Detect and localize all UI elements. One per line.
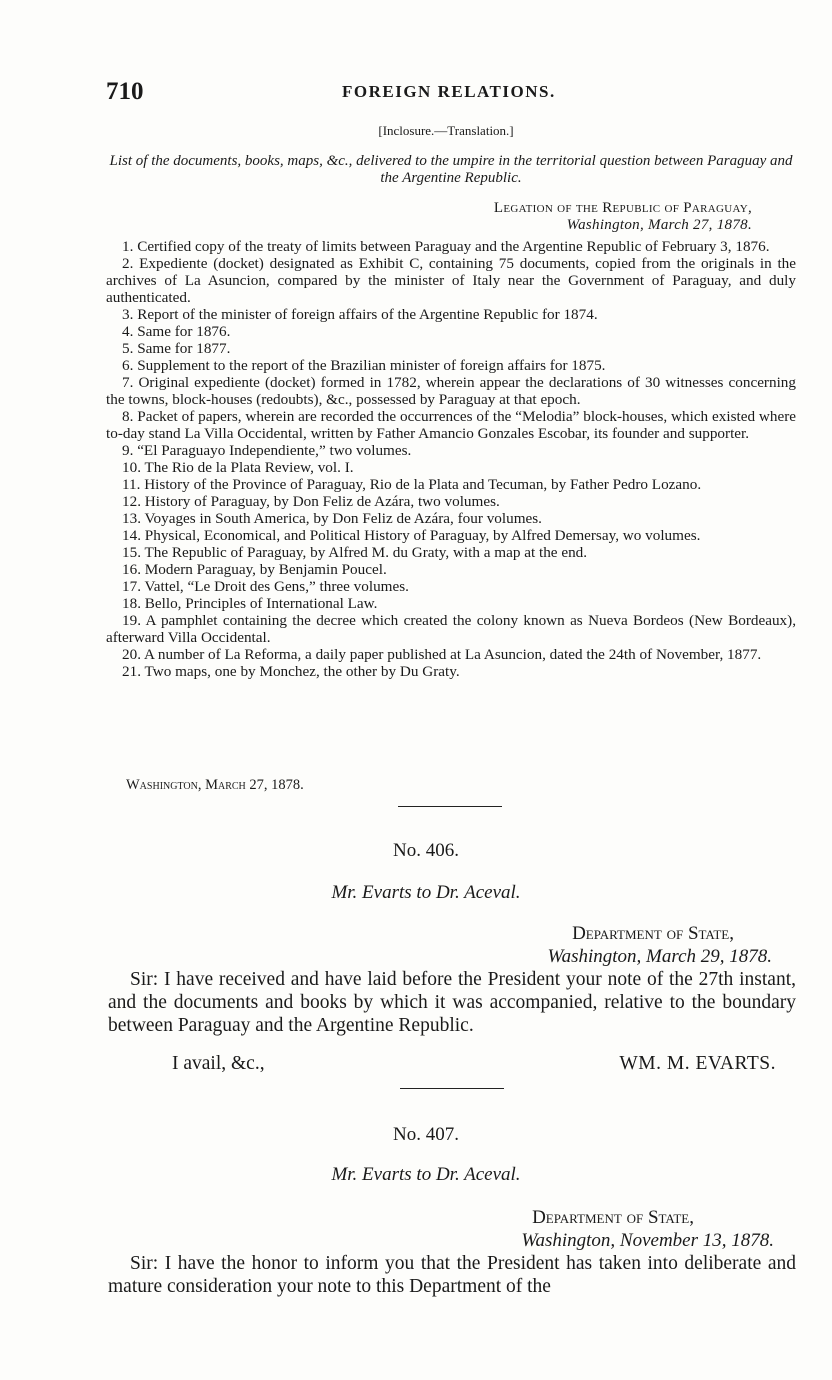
letter-signature: WM. M. EVARTS. — [619, 1053, 776, 1074]
list-dateline: Washington, March 27, 1878. — [126, 777, 304, 793]
list-item: 15. The Republic of Paraguay, by Alfred M. du Graty, with a map at the end. — [122, 544, 588, 561]
page-header — [106, 78, 796, 108]
list-item: 9. “El Paraguayo Independiente,” two volumes. — [122, 442, 412, 459]
letter-body-407: Sir: I have the honor to inform you that the President has taken into deliberate and mature consideration your note to this Department of the — [108, 1253, 796, 1297]
list-item: 17. Vattel, “Le Droit des Gens,” three volumes. — [122, 578, 409, 595]
section-divider — [400, 1088, 504, 1089]
document-title: List of the documents, books, maps, &c., delivered to the umpire in the territorial question between Paraguay and the Argentine Republic. — [109, 153, 793, 186]
list-item: 18. Bello, Principles of International Law. — [122, 595, 378, 612]
list-item: 6. Supplement to the report of the Brazilian minister of foreign affairs for 1875. — [122, 357, 606, 374]
list-item: 11. History of the Province of Paraguay, Rio de la Plata and Tecuman, by Father Pedro Lozano. — [122, 476, 702, 493]
department-date: Washington, November 13, 1878. — [521, 1230, 774, 1251]
dept-signature-block-407 — [521, 1206, 774, 1252]
list-item: 21. Two maps, one by Monchez, the other by Du Graty. — [122, 663, 460, 680]
list-item: 1. Certified copy of the treaty of limits between Paraguay and the Argentine Republic of February 3, 1876. — [122, 238, 770, 255]
document-number-407: No. 407. — [393, 1124, 459, 1145]
list-item: 20. A number of La Reforma, a daily paper published at La Asuncion, dated the 24th of November, 1877. — [122, 646, 762, 663]
list-item: 12. History of Paraguay, by Don Feliz de Azára, two volumes. — [122, 493, 500, 510]
department-date: Washington, March 29, 1878. — [547, 946, 772, 967]
department-name: Department of State, — [572, 923, 734, 944]
letter-body-406: Sir: I have received and have laid before the President your note of the 27th instant, and the documents and books by which it was accompanied, relative to the boundary between Paraguay and the Argentine Republic. — [108, 969, 796, 1036]
list-item: 8. Packet of papers, wherein are recorded the occurrences of the “Melodia” block-houses, which existed where to-day stand La Villa Occidental, written by Father Amancio Gonzales Escobar, its founder and supporter. — [106, 408, 796, 442]
list-item: 4. Same for 1876. — [122, 323, 231, 340]
dept-signature-block-406 — [548, 922, 772, 968]
document-list — [106, 238, 796, 680]
list-item: 13. Voyages in South America, by Don Feliz de Azára, four volumes. — [122, 510, 542, 527]
letter-heading-406: Mr. Evarts to Dr. Aceval. — [331, 882, 521, 903]
document-number-406: No. 406. — [393, 840, 459, 861]
page-number: 710 — [106, 78, 144, 105]
running-head: FOREIGN RELATIONS. — [342, 82, 556, 101]
list-item: 10. The Rio de la Plata Review, vol. I. — [122, 459, 354, 476]
list-item: 3. Report of the minister of foreign affairs of the Argentine Republic for 1874. — [122, 306, 598, 323]
list-item: 5. Same for 1877. — [122, 340, 231, 357]
legation-date: Washington, March 27, 1878. — [566, 217, 752, 233]
department-name: Department of State, — [532, 1207, 694, 1228]
list-item: 7. Original expediente (docket) formed in 1782, wherein appear the declarations of 30 witnesses concerning the towns, block-houses (redoubts), &c., possessed by Paraguay at that epoch. — [106, 374, 796, 408]
inclosure-note: [Inclosure.—Translation.] — [378, 123, 514, 138]
list-item: 14. Physical, Economical, and Political History of Paraguay, by Alfred Demersay, wo volumes. — [122, 527, 701, 544]
list-item: 2. Expediente (docket) designated as Exhibit C, containing 75 documents, copied from the originals in the archives of La Asuncion, compared by the minister of Italy near the Government of Paraguay, and duly authenticated. — [106, 255, 796, 306]
list-item: 19. A pamphlet containing the decree which created the colony known as Nueva Bordeos (New Bordeaux), afterward Villa Occidental. — [106, 612, 796, 646]
section-divider — [398, 806, 502, 807]
legation-signature-block — [494, 200, 752, 234]
list-item: 16. Modern Paraguay, by Benjamin Poucel. — [122, 561, 387, 578]
letter-heading-407: Mr. Evarts to Dr. Aceval. — [331, 1164, 521, 1185]
letter-closing: I avail, &c., — [172, 1053, 265, 1074]
legation-name: Legation of the Republic of Paraguay, — [493, 200, 752, 216]
